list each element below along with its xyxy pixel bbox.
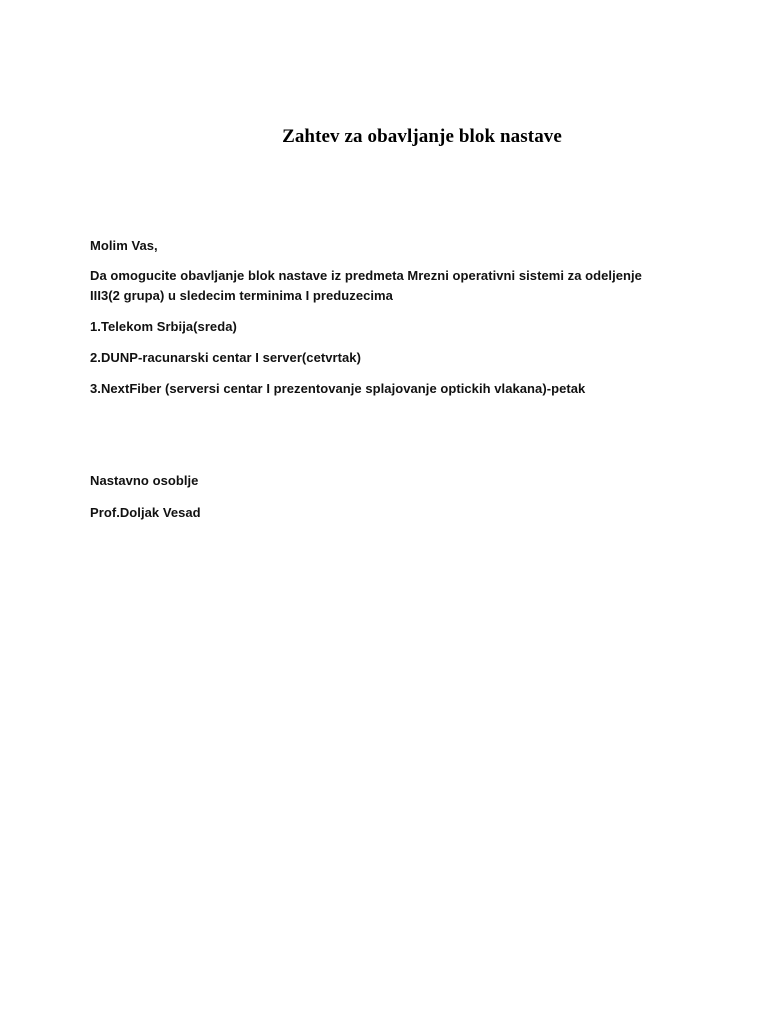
list-item: 1.Telekom Srbija(sreda)	[90, 319, 237, 334]
list-item: 2.DUNP-racunarski centar I server(cetvrtak)	[90, 350, 361, 365]
staff-label: Nastavno osoblje	[90, 473, 199, 488]
list-item: 3.NextFiber (serversi centar I prezentovanje splajovanje optickih vlakana)-petak	[90, 381, 586, 396]
request-paragraph: Da omogucite obavljanje blok nastave iz predmeta Mrezni operativni sistemi za odeljenje III3(2 grupa) u sledecim terminima I preduzecima	[90, 268, 642, 303]
document-title: Zahtev za obavljanje blok nastave	[282, 126, 562, 147]
salutation: Molim Vas,	[90, 238, 158, 253]
signature-name: Prof.Doljak Vesad	[90, 505, 201, 520]
